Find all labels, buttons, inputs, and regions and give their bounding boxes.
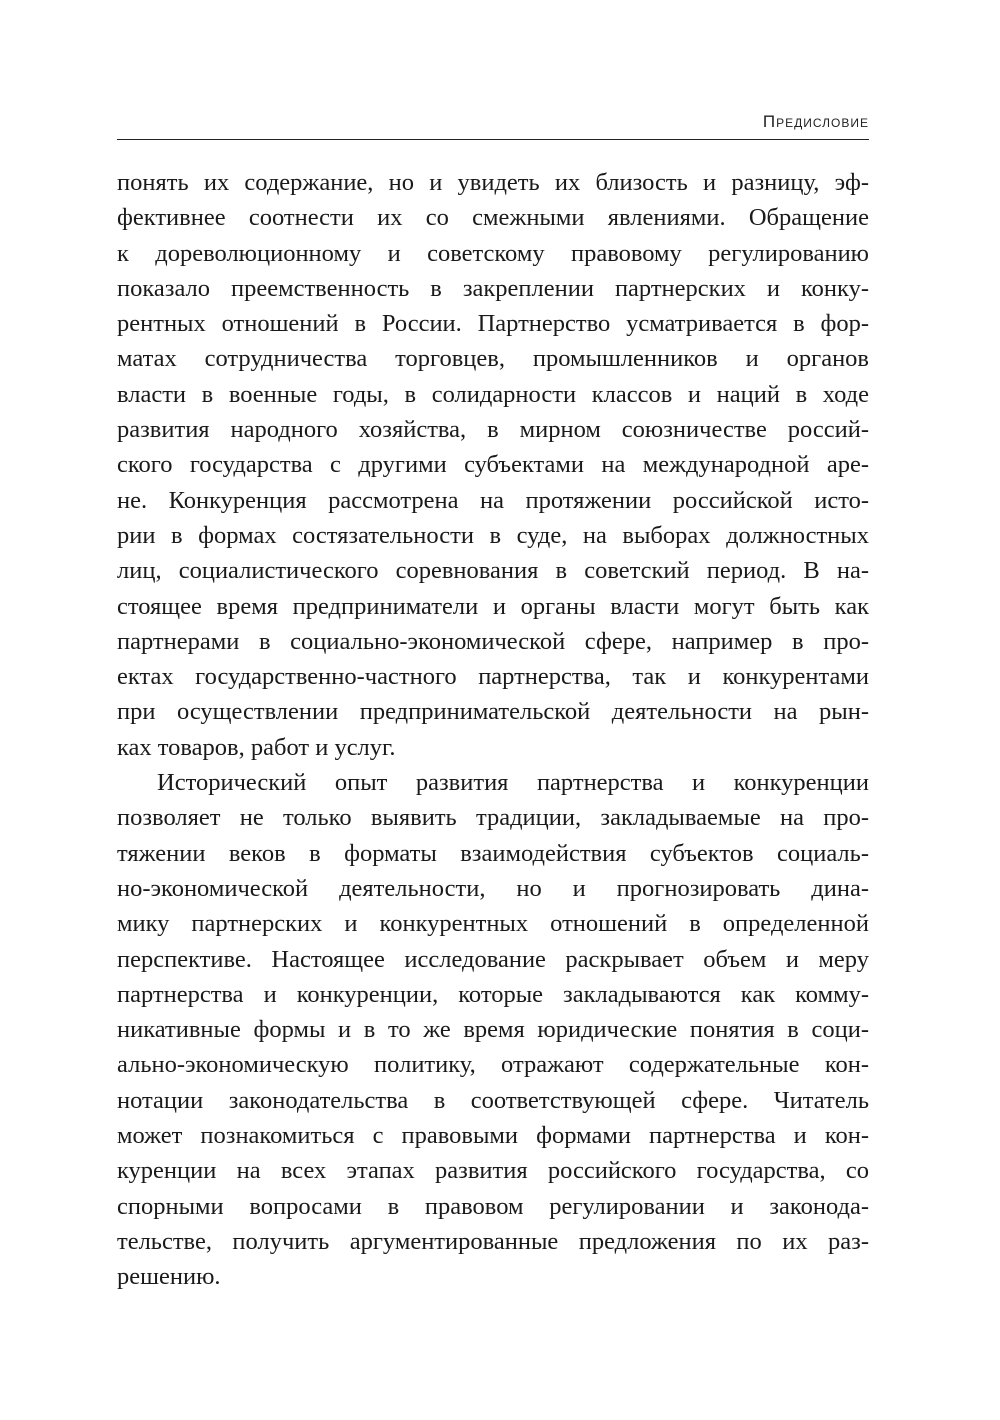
text-line: понять их содержание, но и увидеть их близость и разницу, эф- xyxy=(117,169,869,196)
text-line: позволяет не только выявить традиции, закладываемые на про- xyxy=(117,804,869,832)
text-line: власти в военные годы, в солидарности классов и наций в ходе xyxy=(117,380,869,408)
text-line: спорными вопросами в правовом регулировании и законода- xyxy=(117,1192,869,1220)
running-head: Предисловие xyxy=(762,112,869,131)
body-text xyxy=(117,165,869,1295)
text-line: к дореволюционному и советскому правовому регулированию xyxy=(117,239,869,267)
text-line: лиц, социалистического соревнования в советский период. В на- xyxy=(117,557,869,585)
text-line: рии в формах состязательности в суде, на выборах должностных xyxy=(117,521,869,549)
text-line: никативные формы и в то же время юридические понятия в соци- xyxy=(117,1016,869,1044)
text-line: при осуществлении предпринимательской деятельности на рын- xyxy=(117,698,869,726)
text-line: матах сотрудничества торговцев, промышленников и органов xyxy=(117,345,869,373)
text-line: может познакомиться с правовыми формами партнерства и кон- xyxy=(117,1122,869,1150)
text-line: нотации законодательства в соответствующей сфере. Читатель xyxy=(117,1086,869,1114)
text-line: не. Конкуренция рассмотрена на протяжении российской исто- xyxy=(117,486,869,514)
text-line: ектах государственно-частного партнерства, так и конкурентами xyxy=(117,663,869,691)
text-line: Исторический опыт развития партнерства и конкуренции xyxy=(157,769,869,797)
text-line: стоящее время предприниматели и органы власти могут быть как xyxy=(117,592,869,620)
text-line: решению. xyxy=(117,1263,221,1291)
text-line: партнерства и конкуренции, которые закладываются как комму- xyxy=(117,980,869,1008)
text-line: но-экономической деятельности, но и прогнозировать дина- xyxy=(117,874,869,902)
text-line: тельстве, получить аргументированные предложения по их раз- xyxy=(117,1227,869,1255)
text-line: тяжении веков в форматы взаимодействия субъектов социаль- xyxy=(117,839,869,867)
text-line: развития народного хозяйства, в мирном союзничестве россий- xyxy=(117,416,869,444)
header-rule xyxy=(117,139,869,140)
paragraph xyxy=(117,165,869,765)
text-line: рентных отношений в России. Партнерство усматривается в фор- xyxy=(117,310,869,338)
text-line: ках товаров, работ и услуг. xyxy=(117,733,396,761)
text-line: партнерами в социально-экономической сфере, например в про- xyxy=(117,627,869,655)
text-line: мику партнерских и конкурентных отношений в определенной xyxy=(117,910,869,938)
paragraph xyxy=(117,765,869,1294)
text-line: фективнее соотнести их со смежными явлениями. Обращение xyxy=(117,204,869,232)
text-line: показало преемственность в закреплении партнерских и конку- xyxy=(117,274,869,302)
text-line: ально-экономическую политику, отражают содержательные кон- xyxy=(117,1051,869,1079)
text-line: перспективе. Настоящее исследование раскрывает объем и меру xyxy=(117,945,869,973)
text-line: куренции на всех этапах развития российского государства, со xyxy=(117,1157,869,1185)
text-line: ского государства с другими субъектами на международной аре- xyxy=(117,451,869,479)
